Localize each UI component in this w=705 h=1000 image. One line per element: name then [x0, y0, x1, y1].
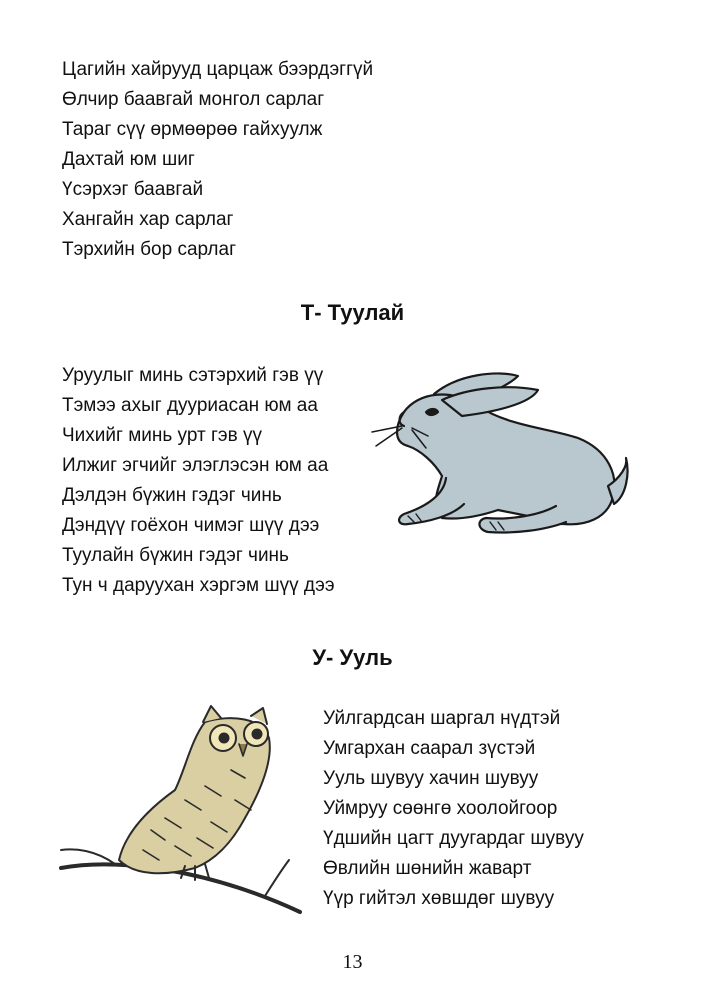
poem-line: Үүр гийтэл хөвшдөг шувуу — [323, 888, 555, 909]
stanza-top — [62, 55, 373, 265]
poem-line: Умгархан саарал зүстэй — [323, 738, 536, 759]
poem-line: Дахтай юм шиг — [62, 149, 195, 170]
stanza-hare — [62, 361, 335, 601]
stanza-owl — [323, 704, 584, 914]
poem-line: Уймруу сөөнгө хоолойгоор — [323, 798, 558, 819]
poem-line: Дэндүү гоёхон чимэг шүү дээ — [62, 515, 320, 536]
poem-line: Уруулыг минь сэтэрхий гэв үү — [62, 365, 324, 386]
poem-line: Өвлийн шөнийн жаварт — [323, 858, 532, 879]
poem-line: Туулайн бүжин гэдэг чинь — [62, 545, 289, 566]
page-number: 13 — [342, 951, 363, 973]
poem-line: Чихийг минь урт гэв үү — [62, 425, 262, 446]
poem-line: Цагийн хайрууд царцаж бээрдэггүй — [62, 59, 374, 80]
section-heading-owl: У- Ууль — [312, 645, 393, 670]
poem-line: Илжиг эгчийг элэглэсэн юм аа — [62, 455, 329, 476]
poem-line: Тун ч даруухан хэргэм шүү дээ — [62, 575, 335, 596]
poem-line: Үдшийн цагт дуугардаг шувуу — [323, 828, 584, 849]
poem-line: Тэмээ ахыг дууриасан юм аа — [62, 395, 318, 416]
poem-line: Өлчир баавгай монгол сарлаг — [62, 89, 325, 110]
owl-illustration-icon — [55, 700, 310, 918]
section-heading-hare: Т- Туулай — [300, 300, 405, 325]
hare-illustration-icon — [368, 366, 636, 558]
poem-line: Тараг сүү өрмөөрөө гайхуулж — [62, 119, 323, 140]
poem-line: Үсэрхэг баавгай — [62, 179, 204, 200]
poem-line: Уйлгардсан шаргал нүдтэй — [323, 708, 561, 729]
poem-line: Тэрхийн бор сарлаг — [62, 239, 237, 260]
poem-line: Хангайн хар сарлаг — [62, 209, 234, 230]
poem-line: Дэлдэн бүжин гэдэг чинь — [62, 485, 282, 506]
poem-line: Ууль шувуу хачин шувуу — [323, 768, 539, 789]
